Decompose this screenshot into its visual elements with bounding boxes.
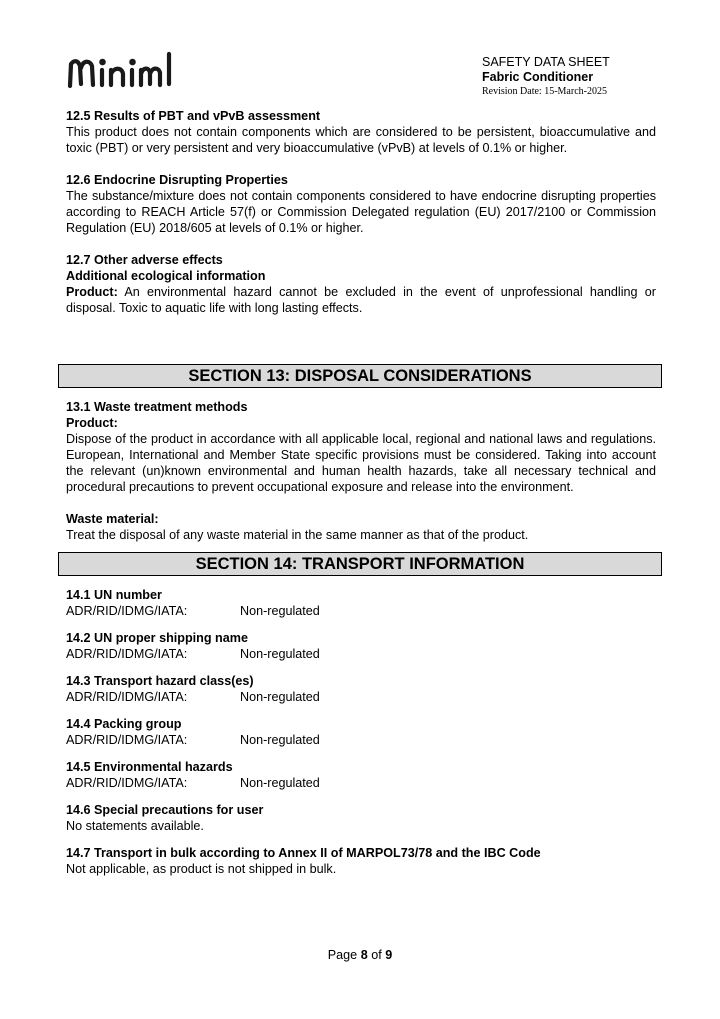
page-footer xyxy=(0,948,720,962)
miniml-logo-wordmark xyxy=(66,50,176,94)
section-13-heading: SECTION 13: DISPOSAL CONSIDERATIONS xyxy=(58,364,662,388)
transport-key: ADR/RID/IDMG/IATA: xyxy=(66,776,188,790)
transport-row xyxy=(66,732,656,748)
heading-14-3: 14.3 Transport hazard class(es) xyxy=(66,674,254,688)
transport-value: Non-regulated xyxy=(240,776,320,790)
text-12-5: This product does not contain components which are considered to be persistent, bioaccumulative and toxic (PBT) or very persistent and very bioaccumulative (vPvB) at levels of 0.1% or higher. xyxy=(66,125,656,155)
page-current: 8 xyxy=(360,948,368,962)
transport-value: Non-regulated xyxy=(240,733,320,747)
heading-12-7: 12.7 Other adverse effects xyxy=(66,253,223,267)
text-12-7-body: An environmental hazard cannot be excluded in the event of unprofessional handling or disposal. Toxic to aquatic life with long lasting effects. xyxy=(66,285,656,315)
heading-14-6: 14.6 Special precautions for user xyxy=(66,803,264,817)
heading-14-5: 14.5 Environmental hazards xyxy=(66,760,233,774)
transport-key: ADR/RID/IDMG/IATA: xyxy=(66,604,188,618)
miniml-logo xyxy=(66,50,176,99)
product-name: Fabric Conditioner xyxy=(482,70,594,84)
heading-14-2: 14.2 UN proper shipping name xyxy=(66,631,248,645)
transport-value: Non-regulated xyxy=(240,690,320,704)
transport-value: Non-regulated xyxy=(240,647,320,661)
transport-key: ADR/RID/IDMG/IATA: xyxy=(66,733,188,747)
text-waste-material: Treat the disposal of any waste material in the same manner as that of the product. xyxy=(66,528,529,542)
text-14-7: Not applicable, as product is not shipped in bulk. xyxy=(66,862,337,876)
transport-item xyxy=(66,759,656,791)
transport-row xyxy=(66,603,656,619)
transport-row xyxy=(66,646,656,662)
heading-14-1: 14.1 UN number xyxy=(66,588,162,602)
transport-row xyxy=(66,775,656,791)
transport-value: Non-regulated xyxy=(240,604,320,618)
page-total: 9 xyxy=(385,948,393,962)
heading-12-5: 12.5 Results of PBT and vPvB assessment xyxy=(66,109,321,123)
section-14-heading: SECTION 14: TRANSPORT INFORMATION xyxy=(58,552,662,576)
revision-date: Revision Date: 15-March-2025 xyxy=(482,86,607,97)
transport-item xyxy=(66,630,656,662)
heading-14-4: 14.4 Packing group xyxy=(66,717,182,731)
heading-14-7: 14.7 Transport in bulk according to Annex II of MARPOL73/78 and the IBC Code xyxy=(66,846,541,860)
doc-type: SAFETY DATA SHEET xyxy=(482,55,610,69)
label-product: Product: xyxy=(66,285,118,299)
of-word: of xyxy=(371,948,382,962)
document-header xyxy=(482,54,702,99)
subheading-ecological-info: Additional ecological information xyxy=(66,269,266,283)
page-word: Page xyxy=(327,948,358,962)
label-product-13: Product: xyxy=(66,416,118,430)
transport-key: ADR/RID/IDMG/IATA: xyxy=(66,647,188,661)
text-12-6: The substance/mixture does not contain components considered to have endocrine disrupting properties according to REACH Article 57(f) or Commission Delegated regulation (EU) 2017/2100 or Commission Regulation (EU) 2018/605 at levels of 0.1% or higher. xyxy=(66,189,656,235)
transport-row xyxy=(66,689,656,705)
text-13-product: Dispose of the product in accordance with all applicable local, regional and national laws and regulations. European, International and Member State specific provisions must be considered. Taking into account the relevant (un)known environmental and human health hazards, take all necessary technical and procedural precautions to prevent occupational exposure and release into the environment. xyxy=(66,432,656,494)
document-body xyxy=(66,108,656,877)
heading-13-1: 13.1 Waste treatment methods xyxy=(66,400,248,414)
transport-item xyxy=(66,673,656,705)
transport-item xyxy=(66,587,656,619)
heading-12-6: 12.6 Endocrine Disrupting Properties xyxy=(66,173,288,187)
text-12-7 xyxy=(66,284,656,316)
label-waste-material: Waste material: xyxy=(66,512,159,526)
transport-item xyxy=(66,716,656,748)
transport-key: ADR/RID/IDMG/IATA: xyxy=(66,690,188,704)
text-14-6: No statements available. xyxy=(66,819,204,833)
